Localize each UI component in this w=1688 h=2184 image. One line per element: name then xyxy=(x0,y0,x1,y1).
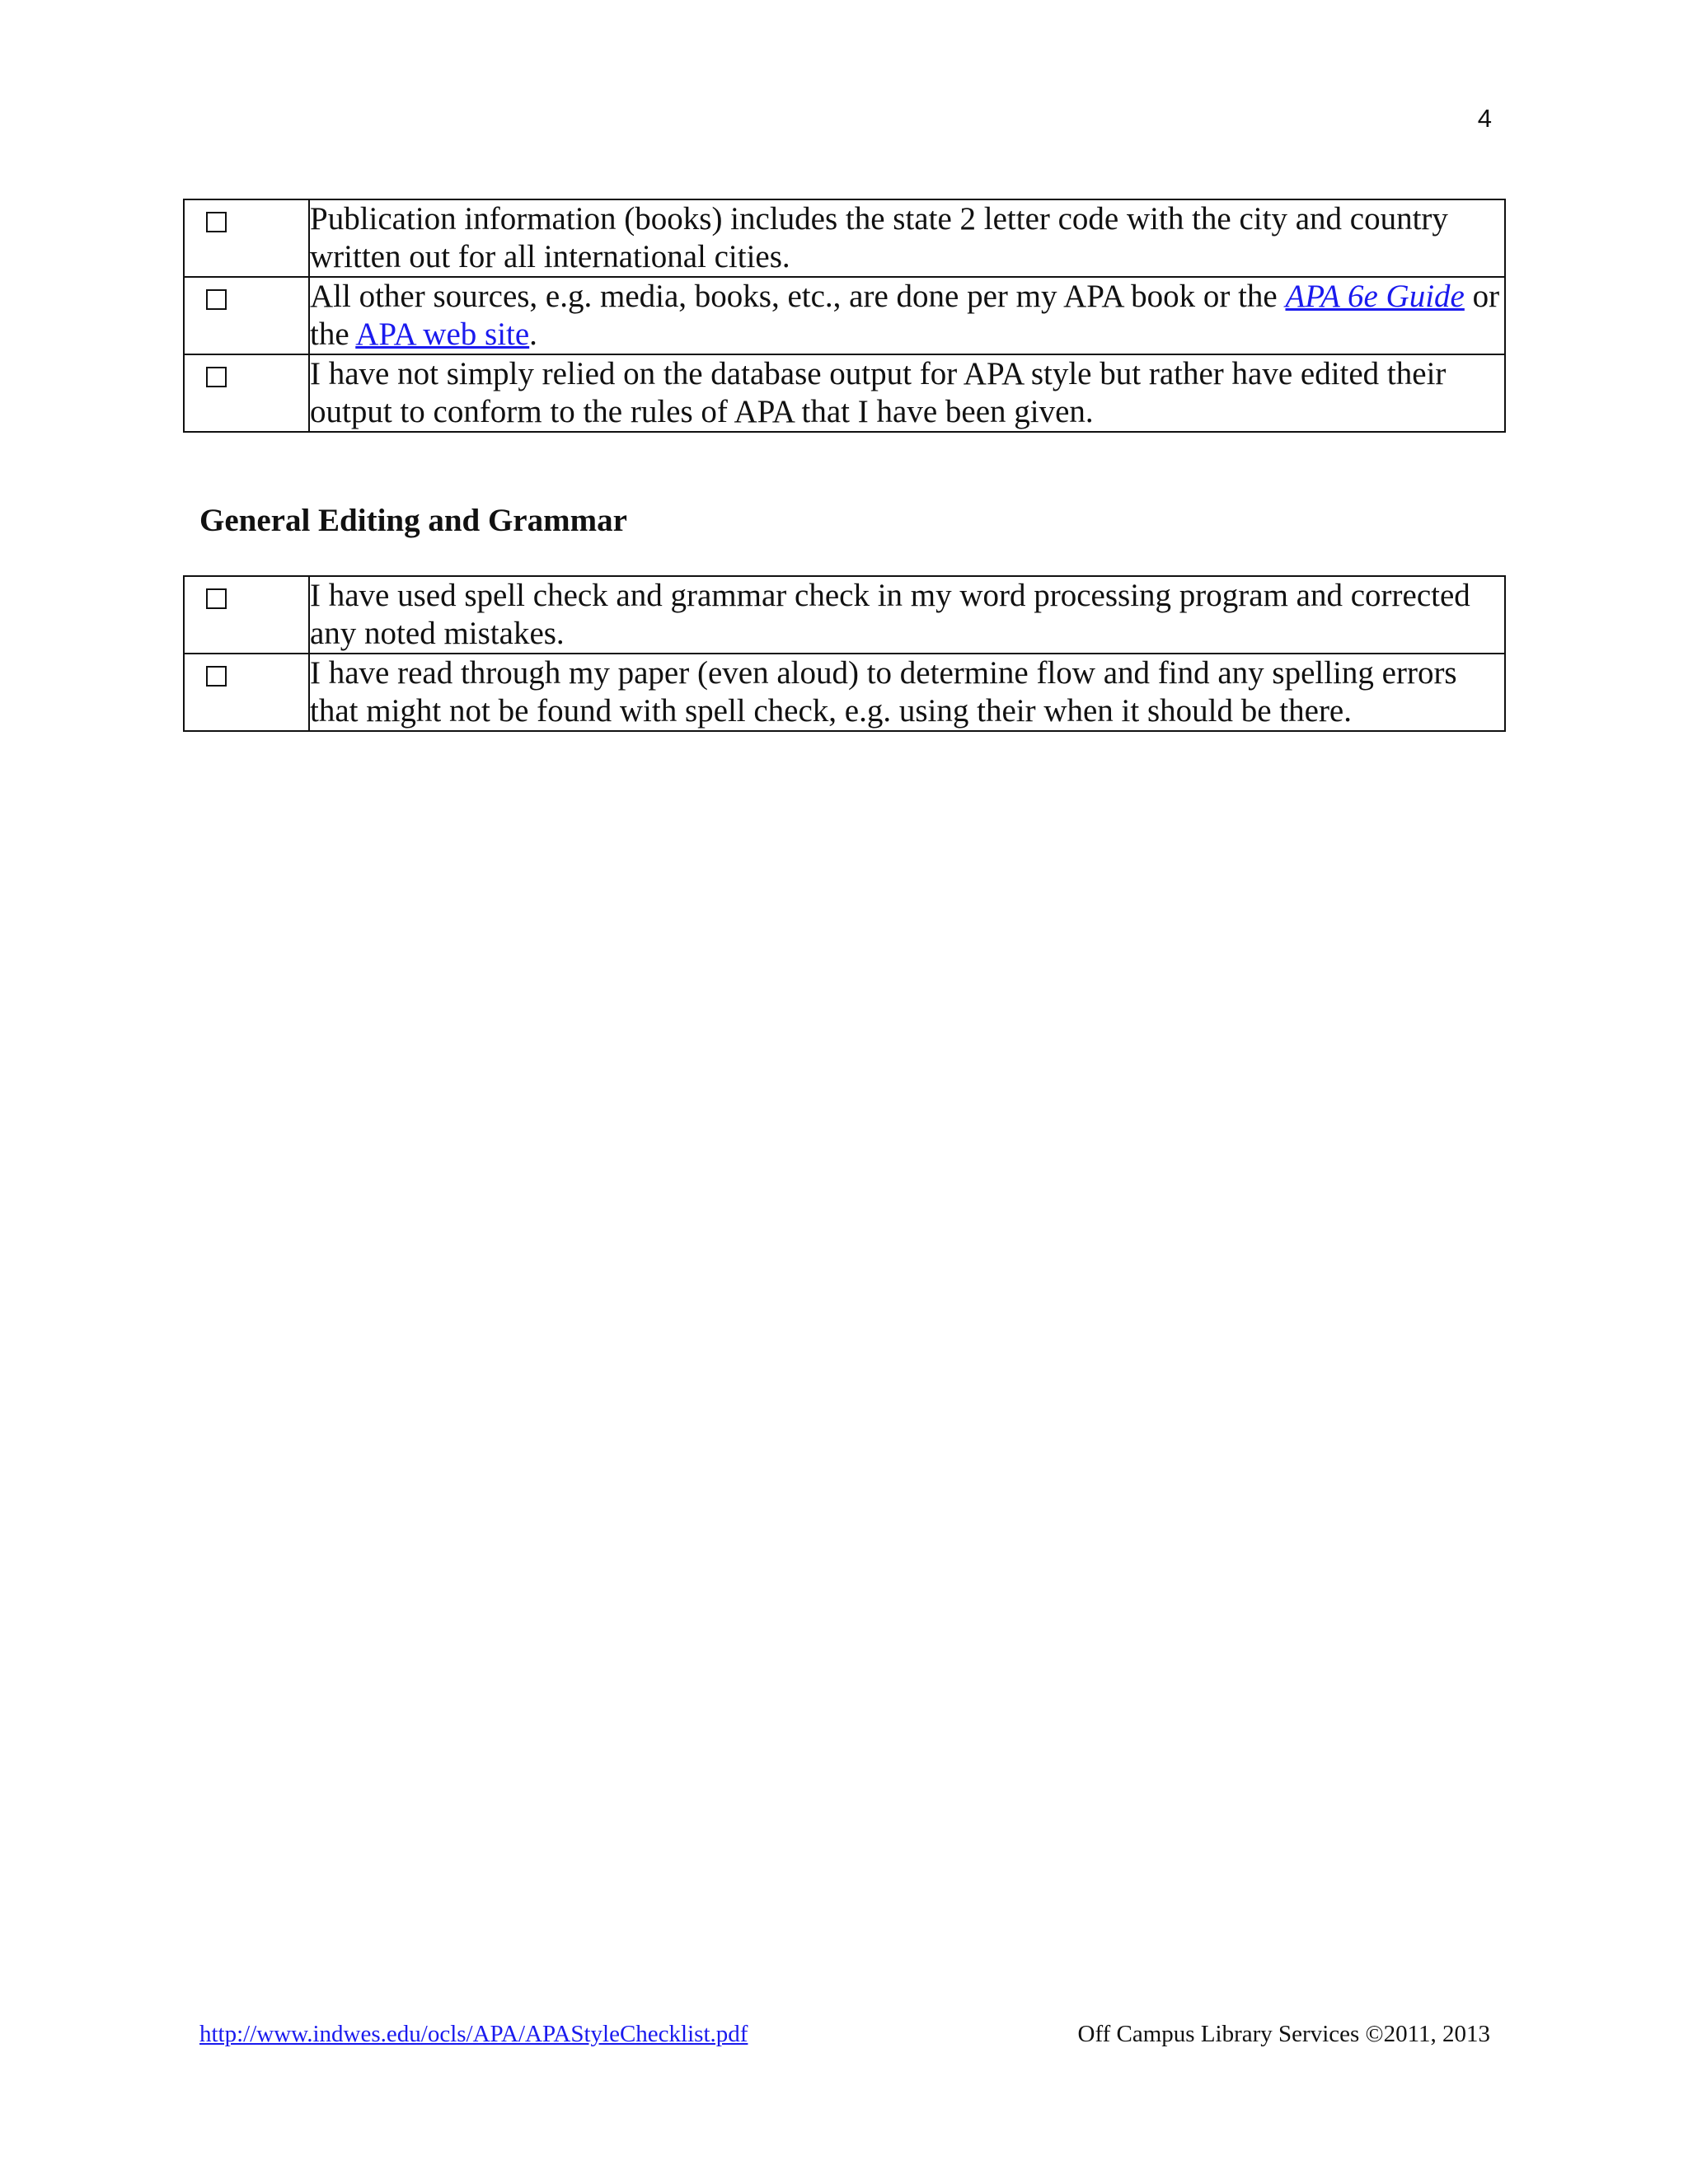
checklist-row xyxy=(184,199,1505,277)
checklist-item-text: I have not simply relied on the database output for APA style but rather have edited their output to conform to the rules of APA that I have been given. xyxy=(309,354,1505,432)
apa-guide-link[interactable]: APA 6e Guide xyxy=(1285,279,1465,314)
item-text-after: . xyxy=(529,316,537,352)
checkbox-cell xyxy=(184,277,309,354)
footer-url-link[interactable]: http://www.indwes.edu/ocls/APA/APAStyleChecklist.pdf xyxy=(199,2021,748,2047)
apa-web-site-link[interactable]: APA web site xyxy=(355,316,530,352)
checkbox-cell xyxy=(184,354,309,432)
editing-grammar-checklist-table xyxy=(183,575,1506,732)
checklist-row xyxy=(184,576,1505,654)
checklist-item-text: I have read through my paper (even aloud) to determine flow and find any spelling errors that might not be found with spell check, e.g. using their when it should be there. xyxy=(309,654,1505,731)
page-number: 4 xyxy=(1477,104,1492,133)
checkbox-cell xyxy=(184,654,309,731)
item-text-before: All other sources, e.g. media, books, etc., are done per my APA book or the xyxy=(310,279,1286,314)
checkbox[interactable] xyxy=(206,367,227,387)
checkbox-cell xyxy=(184,199,309,277)
section-heading: General Editing and Grammar xyxy=(199,503,627,538)
checkbox[interactable] xyxy=(206,212,227,232)
checklist-item-text xyxy=(309,277,1505,354)
checklist-row xyxy=(184,277,1505,354)
checklist-row xyxy=(184,654,1505,731)
checkbox[interactable] xyxy=(206,588,227,609)
references-checklist-table xyxy=(183,199,1506,433)
checkbox[interactable] xyxy=(206,289,227,310)
checkbox[interactable] xyxy=(206,666,227,687)
checklist-row xyxy=(184,354,1505,432)
checklist-item-text: I have used spell check and grammar check in my word processing program and corrected any noted mistakes. xyxy=(309,576,1505,654)
checkbox-cell xyxy=(184,576,309,654)
footer-copyright: Off Campus Library Services ©2011, 2013 xyxy=(1077,2021,1490,2047)
item-text-middle: or the xyxy=(310,279,1500,352)
checklist-item-text: Publication information (books) includes the state 2 letter code with the city and country written out for all international cities. xyxy=(309,199,1505,277)
